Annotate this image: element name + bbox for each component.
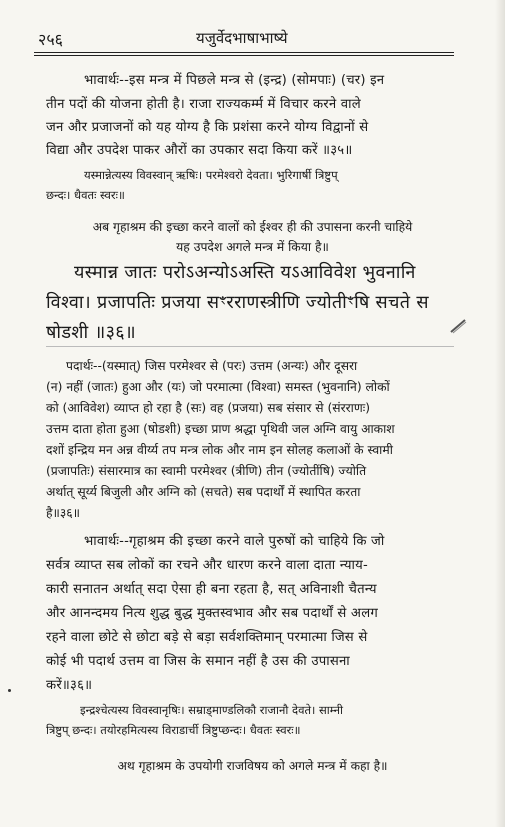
page-number: २५६ — [38, 30, 63, 49]
bhavartha2-line: सर्वत्र व्याप्त सब लोकों का रचने और धारण करने वाला दाता न्याय- — [46, 558, 368, 573]
bhavartha1-line: विद्या और उपदेश पाकर औरों का उपकार सदा किया करें ॥३५॥ — [46, 143, 353, 158]
padartha-line: (न) नहीं (जातः) हुआ और (यः) जो परमात्मा (विश्वा) समस्त (भुवनानि) लोकों — [46, 380, 390, 394]
header-rule — [34, 52, 454, 53]
pencil-mark-icon — [449, 318, 467, 334]
padartha-line: अर्थात् सूर्य्य बिजुली और अग्नि को (सचते) सब पदार्थों में स्थापित करता — [46, 485, 361, 499]
bhavartha2-line: कोई भी पदार्थ उत्तम वा जिस के समान नहीं है उस की उपासना — [46, 654, 350, 669]
intro1-line: अब गृहाश्रम की इच्छा करने वालों को ईश्वर ही की उपासना करनी चाहिये — [92, 220, 413, 234]
page-edge-shadow — [495, 0, 505, 827]
meta1-line: यस्मान्नेत्यस्य विवस्वान् ऋषिः। परमेश्वरो देवता। भुरिगार्षी त्रिष्टुप् — [84, 168, 338, 182]
bhavartha2-line: करें॥३६॥ — [46, 678, 93, 693]
bhavartha1-line: जन और प्रजाजनों को यह योग्य है कि प्रशंसा करने योग्य विद्वानों से — [46, 120, 369, 135]
bhavartha2-line: रहने वाला छोटे से छोटा बड़े से बड़ा सर्वशक्तिमान् परमात्मा जिस से — [46, 630, 368, 645]
running-title: यजुर्वेदभाषाभाष्ये — [196, 29, 288, 47]
bhavartha2-line: भावार्थः--गृहाश्रम की इच्छा करने वाले पुरुषों को चाहिये कि जो — [84, 534, 385, 549]
padartha-line: पदार्थः--(यस्मात्) जिस परमेश्वर से (परः) उत्तम (अन्यः) और दूसरा — [66, 359, 358, 373]
intro1-line: यह उपदेश अगले मन्त्र में किया है॥ — [176, 240, 329, 254]
bhavartha1-line: भावार्थः--इस मन्त्र में पिछले मन्त्र से (इन्द्र) (सोमपाः) (चर) इन — [84, 73, 385, 88]
bhavartha1-line: तीन पदों की योजना होती है। राजा राज्यकर्म्म में विचार करने वाले — [46, 97, 361, 112]
meta2-line: इन्द्रश्चेत्यस्य विवस्वानृषिः। सम्राड्माण्डलिकौ राजानौ देवते। साम्नी — [80, 703, 344, 717]
meta2-line: त्रिष्टुप् छन्दः। तयोरहमित्यस्य विराडार्ची त्रिष्टुप्छन्दः। धैवतः स्वरः॥ — [46, 723, 301, 737]
padartha-line: दशों इन्द्रिय मन अन्न वीर्य्य तप मन्त्र लोक और नाम इन सोलह कलाओं के स्वामी — [46, 443, 393, 457]
mantra-line: विश्वा। प्रजापतिः प्रजया सꣳरराणस्त्रीणि ज्योतीꣳषि सचते स — [46, 292, 429, 313]
bhavartha2-line: कारी सनातन अर्थात् सदा ऐसा ही बना रहता है, सत् अविनाशी चैतन्य — [46, 582, 377, 597]
padartha-line: (प्रजापतिः) संसारमात्र का स्वामी परमेश्वर (त्रीणि) तीन (ज्योतींषि) ज्योति — [46, 464, 367, 478]
header-rule-second — [34, 55, 454, 56]
mantra-line: षोडशी ॥३६॥ — [46, 322, 137, 343]
padartha-line: को (आविवेश) व्याप्त हो रहा है (सः) वह (प्रजया) सब संसार से (संरराणः) — [46, 401, 371, 415]
meta1-line: छन्दः। धैवतः स्वरः॥ — [46, 188, 125, 202]
padartha-line: है॥३६॥ — [46, 506, 81, 520]
mantra-line: यस्मान्न जातः परोऽअन्योऽअस्ति यऽआविवेश भुवनानि — [74, 262, 416, 283]
intro2-line: अथ गृहाश्रम के उपयोगी राजविषय को अगले मन्त्र में कहा है॥ — [117, 759, 388, 773]
section-divider — [46, 346, 454, 347]
stray-dot — [8, 689, 11, 692]
bhavartha2-line: और आनन्दमय नित्य शुद्ध बुद्ध मुक्तस्वभाव और सब पदार्थों से अलग — [46, 606, 378, 621]
padartha-line: उत्तम दाता होता हुआ (षोडशी) इच्छा प्राण श्रद्धा पृथिवी जल अग्नि वायु आकाश — [46, 422, 395, 436]
